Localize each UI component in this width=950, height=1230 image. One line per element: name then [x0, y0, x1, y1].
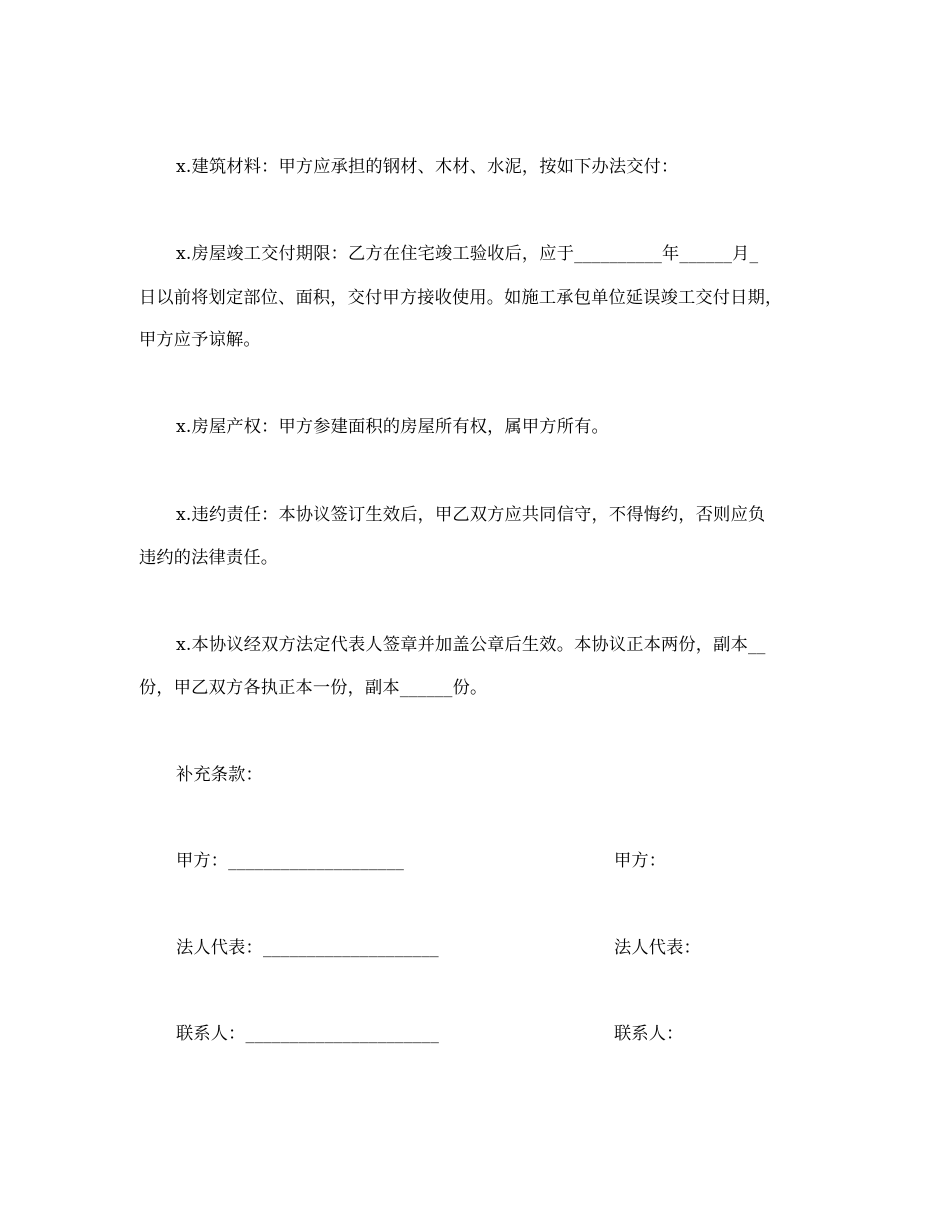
- clause-completion-delivery-line1: x.房屋竣工交付期限：乙方在住宅竣工验收后，应于__________年______月_: [176, 244, 759, 264]
- clause-building-materials: x.建筑材料：甲方应承担的钢材、木材、水泥，按如下办法交付：: [176, 157, 679, 177]
- signature-right-contact: 联系人：: [614, 1024, 684, 1044]
- clause-liability-line1: x.违约责任：本协议签订生效后，甲乙双方应共同信守，不得悔约，否则应负: [176, 505, 766, 525]
- clause-liability-line2: 违约的法律责任。: [139, 548, 279, 568]
- clause-property-rights: x.房屋产权：甲方参建面积的房屋所有权，属甲方所有。: [176, 417, 609, 437]
- signature-right-legal-rep: 法人代表：: [614, 938, 701, 958]
- clause-completion-delivery-line2: 日以前将划定部位、面积，交付甲方接收使用。如施工承包单位延误竣工交付日期，: [139, 288, 783, 308]
- clause-effectiveness-line2: 份，甲乙双方各执正本一份，副本______份。: [139, 678, 488, 698]
- clause-completion-delivery-line3: 甲方应予谅解。: [139, 330, 261, 350]
- supplementary-terms-heading: 补充条款：: [176, 765, 263, 785]
- signature-left-contact: 联系人：______________________: [176, 1024, 440, 1044]
- signature-left-party: 甲方：____________________: [176, 851, 405, 871]
- signature-right-party: 甲方：: [614, 851, 667, 871]
- signature-left-legal-rep: 法人代表：____________________: [176, 938, 439, 958]
- clause-effectiveness-line1: x.本协议经双方法定代表人签章并加盖公章后生效。本协议正本两份，副本__: [176, 635, 766, 655]
